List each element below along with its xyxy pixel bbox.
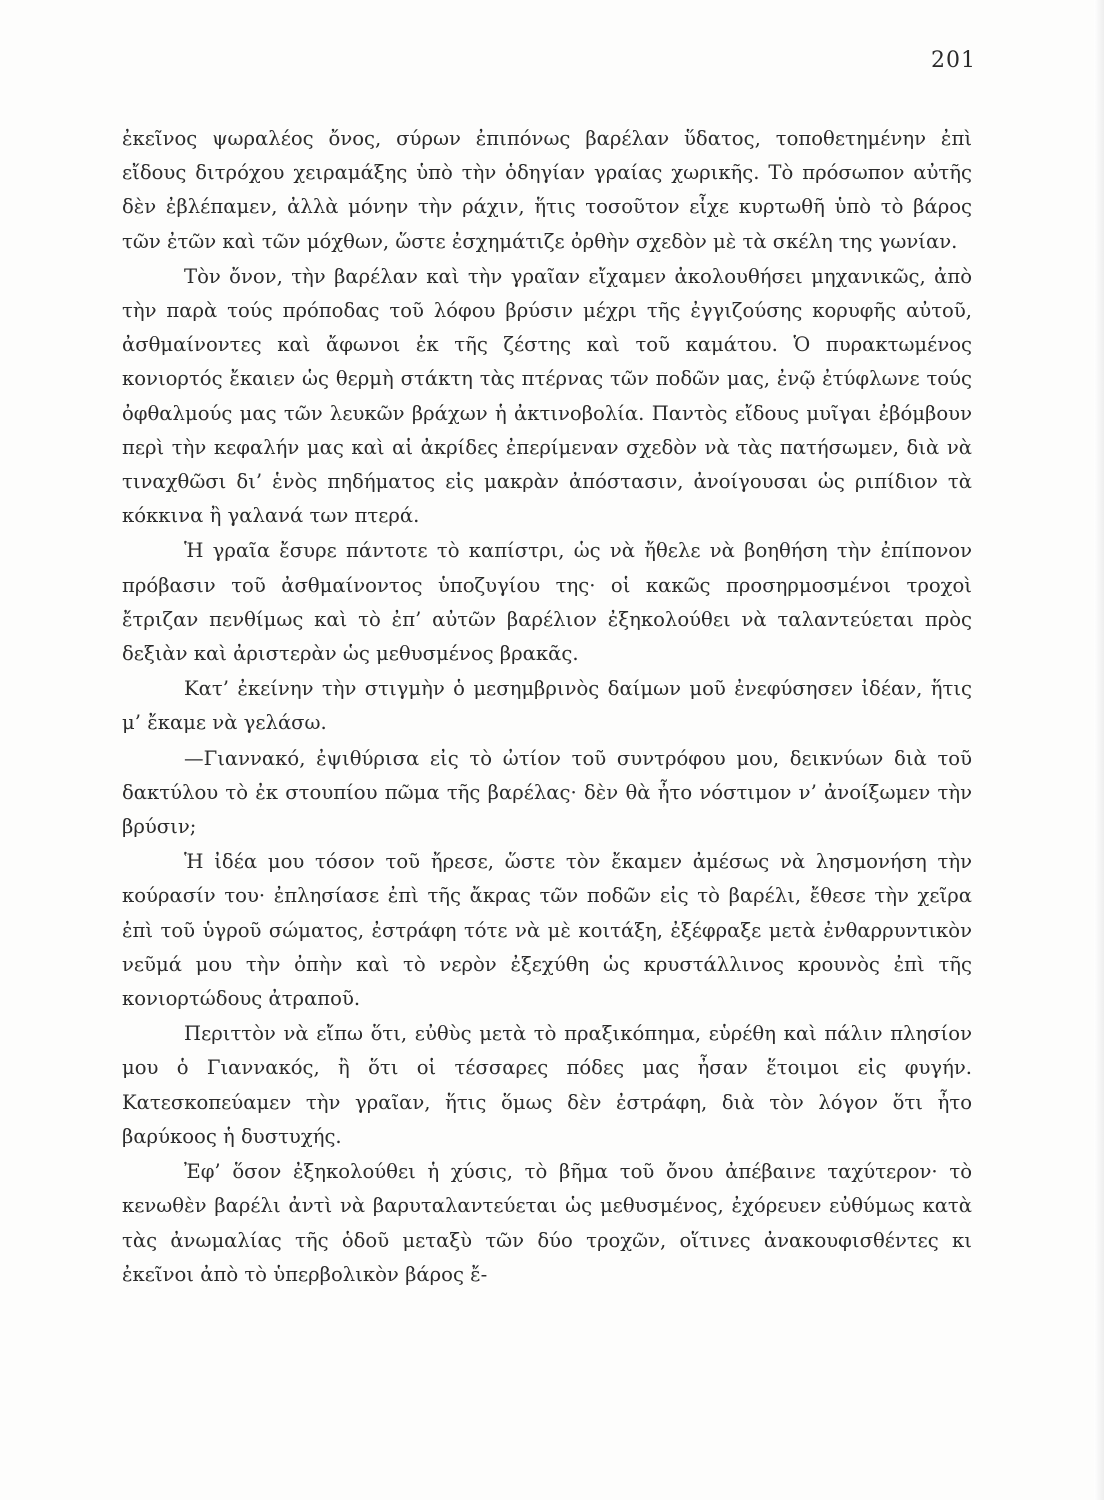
- paragraph-1: ἐκεῖνος ψωραλέος ὄνος, σύρων ἐπιπόνως βαρέλαν ὕδατος, τοποθετημένην ἐπὶ εἴδους διτρόχου χειραμάξης ὑπὸ τὴν ὁδηγίαν γραίας χωρικῆς. Τὸ πρόσωπον αὐτῆς δὲν ἐβλέπαμεν, ἀλλὰ μόνην τὴν ράχιν, ἥτις τοσοῦτον εἶχε κυρτωθῆ ὑπὸ τὸ βάρος τῶν ἐτῶν καὶ τῶν μόχθων, ὥστε ἐσχημάτιζε ὀρθὴν σχεδὸν μὲ τὰ σκέλη της γωνίαν.: [122, 127, 972, 253]
- page-number: 201: [931, 48, 976, 73]
- paragraph-2: Τὸν ὄνον, τὴν βαρέλαν καὶ τὴν γραῖαν εἴχαμεν ἀκολουθήσει μηχανικῶς, ἀπὸ τὴν παρὰ τούς πρόποδας τοῦ λόφου βρύσιν μέχρι τῆς ἐγγιζούσης κορυφῆς αὐτοῦ, ἀσθμαίνοντες καὶ ἄφωνοι ἐκ τῆς ζέστης καὶ τοῦ καμάτου. Ὁ πυρακτωμένος κονιορτός ἔκαιεν ὡς θερμὴ στάκτη τὰς πτέρνας τῶν ποδῶν μας, ἐνῷ ἐτύφλωνε τούς ὀφθαλμούς μας τῶν λευκῶν βράχων ἡ ἀκτινοβολία. Παντὸς εἴδους μυῖγαι ἐβόμβουν περὶ τὴν κεφαλήν μας καὶ αἱ ἀκρίδες ἐπερίμεναν σχεδὸν νὰ τὰς πατήσωμεν, διὰ νὰ τιναχθῶσι δι’ ἑνὸς πηδήματος εἰς μακρὰν ἀπόστασιν, ἀνοίγουσαι ὡς ριπίδιον τὰ κόκκινα ἢ γαλανά των πτερά.: [122, 264, 972, 528]
- paragraph-5: —Γιαννακό, ἐψιθύρισα εἰς τὸ ὠτίον τοῦ συντρόφου μου, δεικνύων διὰ τοῦ δακτύλου τὸ ἐκ στουπίου πῶμα τῆς βαρέλας· δὲν θὰ ἦτο νόστιμον ν’ ἀνοίξωμεν τὴν βρύσιν;: [122, 746, 972, 839]
- paragraph-6: Ἡ ἰδέα μου τόσον τοῦ ἤρεσε, ὥστε τὸν ἔκαμεν ἀμέσως νὰ λησμονήση τὴν κούρασίν του· ἐπλησίασε ἐπὶ τῆς ἄκρας τῶν ποδῶν εἰς τὸ βαρέλι, ἔθεσε τὴν χεῖρα ἐπὶ τοῦ ὑγροῦ σώματος, ἐστράφη τότε νὰ μὲ κοιτάξη, ἐξέφραξε μετὰ ἐνθαρρυντικὸν νεῦμά μου τὴν ὀπὴν καὶ τὸ νερὸν ἐξεχύθη ὡς κρυστάλλινος κρουνὸς ἐπὶ τῆς κονιορτώδους ἀτραποῦ.: [122, 850, 972, 1011]
- body-text: [122, 122, 972, 1292]
- page-edge-shadow: [1094, 0, 1104, 1500]
- paragraph-3: Ἡ γραῖα ἔσυρε πάντοτε τὸ καπίστρι, ὡς νὰ ἤθελε νὰ βοηθήση τὴν ἐπίπονον πρόβασιν τοῦ ἀσθμαίνοντος ὑποζυγίου της· οἱ κακῶς προσηρμοσμένοι τροχοὶ ἔτριζαν πενθίμως καὶ τὸ ἐπ’ αὐτῶν βαρέλιον ἐξηκολούθει νὰ ταλαντεύεται πρὸς δεξιὰν καὶ ἀριστερὰν ὡς μεθυσμένος βρακᾶς.: [122, 539, 972, 666]
- paragraph-4: Κατ’ ἐκείνην τὴν στιγμὴν ὁ μεσημβρινὸς δαίμων μοῦ ἐνεφύσησεν ἰδέαν, ἥτις μ’ ἔκαμε νὰ γελάσω.: [122, 677, 972, 735]
- paragraph-7: Περιττὸν νὰ εἴπω ὅτι, εὐθὺς μετὰ τὸ πραξικόπημα, εὑρέθη καὶ πάλιν πλησίον μου ὁ Γιαννακός, ἢ ὅτι οἱ τέσσαρες πόδες μας ἦσαν ἕτοιμοι εἰς φυγήν. Κατεσκοπεύαμεν τὴν γραῖαν, ἥτις ὅμως δὲν ἐστράφη, διὰ τὸν λόγον ὅτι ἦτο βαρύκοος ἡ δυστυχής.: [122, 1022, 972, 1148]
- paragraph-8: Ἐφ’ ὅσον ἐξηκολούθει ἡ χύσις, τὸ βῆμα τοῦ ὄνου ἀπέβαινε ταχύτερον· τὸ κενωθὲν βαρέλι ἀντὶ νὰ βαρυταλαντεύεται ὡς μεθυσμένος, ἐχόρευεν εὐθύμως κατὰ τὰς ἀνωμαλίας τῆς ὁδοῦ μεταξὺ τῶν δύο τροχῶν, οἵτινες ἀνακουφισθέντες κι ἐκεῖνοι ἀπὸ τὸ ὑπερβολικὸν βάρος ἔ-: [122, 1160, 972, 1286]
